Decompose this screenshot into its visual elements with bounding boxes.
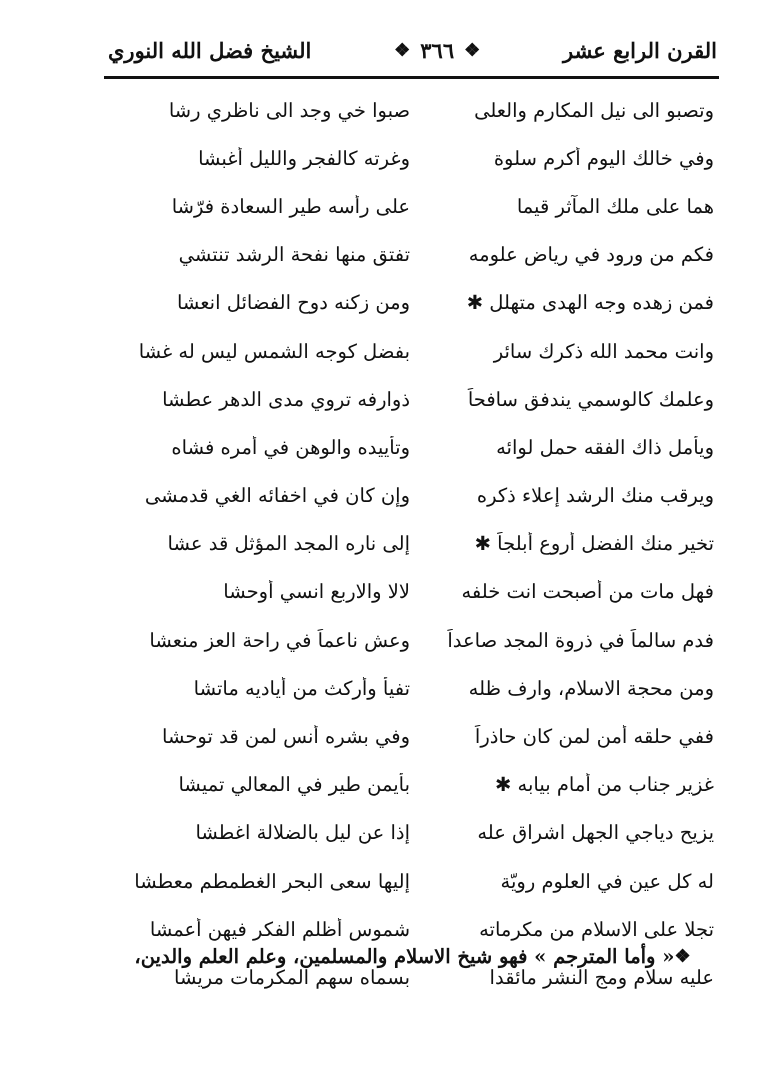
first-hemistich: عليه سلام ومج النشر مائقدا bbox=[489, 965, 714, 989]
verse-line bbox=[118, 761, 714, 809]
first-hemistich: يزيح دياجي الجهل اشراق عله bbox=[477, 821, 714, 845]
verse-line bbox=[118, 423, 714, 471]
running-header bbox=[108, 28, 717, 72]
ornament-icon: ❖ bbox=[464, 39, 481, 61]
verse-line bbox=[118, 664, 714, 712]
verse-line bbox=[118, 809, 714, 857]
second-hemistich: وإن كان في اخفائه الغي قدمشى bbox=[144, 484, 411, 508]
verse-line bbox=[118, 472, 714, 520]
second-hemistich: إذا عن ليل بالضلالة اغطشا bbox=[195, 821, 411, 845]
footer-text: « وأما المترجم » فهو شيخ الاسلام والمسلمين، وعلم العلم والدين، bbox=[134, 944, 675, 968]
second-hemistich: ذوارفه تروي مدى الدهر عطشا bbox=[162, 387, 411, 411]
verse-line bbox=[118, 857, 714, 905]
verse-line bbox=[118, 279, 714, 327]
second-hemistich: وفي بشره أنس لمن قد توحشا bbox=[162, 725, 411, 749]
first-hemistich: فكم من ورود في رياض علومه bbox=[468, 243, 714, 267]
second-hemistich: تفتق منها نفحة الرشد تنتشي bbox=[178, 243, 411, 267]
first-hemistich: هما على ملك المآثر قيما bbox=[516, 194, 714, 218]
page-number: ٣٦٦ bbox=[420, 37, 455, 63]
verse-line bbox=[118, 375, 714, 423]
second-hemistich: بفضل كوجه الشمس ليس له غشا bbox=[138, 339, 411, 363]
second-hemistich: إلى ناره المجد المؤثل قد عشا bbox=[167, 532, 411, 556]
poem-verses bbox=[118, 86, 714, 1002]
header-left-title: الشيخ فضل الله النوري bbox=[108, 37, 312, 63]
first-hemistich: تجلا على الاسلام من مكرماته bbox=[479, 917, 714, 941]
verse-line bbox=[118, 712, 714, 760]
first-hemistich: وانت محمد الله ذكرك سائر bbox=[493, 339, 714, 363]
first-hemistich: وفي خالك اليوم أكرم سلوة bbox=[493, 146, 714, 170]
ornament-icon: ❖ bbox=[394, 39, 411, 61]
first-hemistich: ويأمل ذاك الفقه حمل لوائه bbox=[496, 435, 714, 459]
page-number-group bbox=[394, 38, 480, 63]
first-hemistich: وعلمك كالوسمي يندفق سافحاً bbox=[467, 387, 714, 411]
second-hemistich: وعش ناعماً في راحة العز منعشا bbox=[149, 628, 411, 652]
second-hemistich: على رأسه طير السعادة فرّشا bbox=[171, 194, 411, 218]
first-hemistich: فمن زهده وجه الهدى متهلل ✱ bbox=[466, 291, 714, 315]
second-hemistich: وتأييده والوهن في أمره فشاه bbox=[171, 435, 411, 459]
second-hemistich: وغرته كالفجر والليل أغبشا bbox=[198, 146, 411, 170]
verse-line bbox=[118, 86, 714, 134]
first-hemistich: تخير منك الفضل أروع أبلجاً ✱ bbox=[474, 532, 714, 556]
second-hemistich: صبوا خي وجد الى ناظري رشا bbox=[168, 98, 411, 122]
second-hemistich: شموس أظلم الفكر فيهن أعمشا bbox=[149, 917, 411, 941]
second-hemistich: ومن زكنه دوح الفضائل انعشا bbox=[176, 291, 411, 315]
first-hemistich: غزير جناب من أمام بيابه ✱ bbox=[494, 773, 714, 797]
first-hemistich: وتصبو الى نيل المكارم والعلى bbox=[474, 98, 714, 122]
verse-line bbox=[118, 134, 714, 182]
ornament-icon: ❖ bbox=[674, 945, 691, 967]
footer-line bbox=[108, 935, 717, 977]
first-hemistich: ومن محجة الاسلام، وارف ظله bbox=[468, 676, 714, 700]
verse-line bbox=[118, 327, 714, 375]
verse-line bbox=[118, 231, 714, 279]
second-hemistich: بسماه سهم المكرمات مريشا bbox=[174, 965, 411, 989]
first-hemistich: ففي حلقه أمن لمن كان حاذراً bbox=[474, 725, 714, 749]
second-hemistich: تفيأ وأركث من أياديه ماتشا bbox=[193, 676, 411, 700]
first-hemistich: له كل عين في العلوم رويّة bbox=[500, 869, 714, 893]
verse-line bbox=[118, 520, 714, 568]
first-hemistich: فدم سالماً في ذروة المجد صاعداً bbox=[447, 628, 714, 652]
header-right-title: القرن الرابع عشر bbox=[562, 37, 717, 63]
second-hemistich: لالا والاربع انسي أوحشا bbox=[223, 580, 411, 604]
verse-line bbox=[118, 616, 714, 664]
first-hemistich: ويرقب منك الرشد إعلاء ذكره bbox=[476, 484, 714, 508]
header-rule bbox=[104, 76, 719, 79]
second-hemistich: إليها سعى البحر الغطمطم معطشا bbox=[134, 869, 411, 893]
second-hemistich: بأيمن طير في المعالي تميشا bbox=[178, 773, 411, 797]
verse-line bbox=[118, 568, 714, 616]
verse-line bbox=[118, 182, 714, 230]
first-hemistich: فهل مات من أصبحت انت خلفه bbox=[461, 580, 714, 604]
